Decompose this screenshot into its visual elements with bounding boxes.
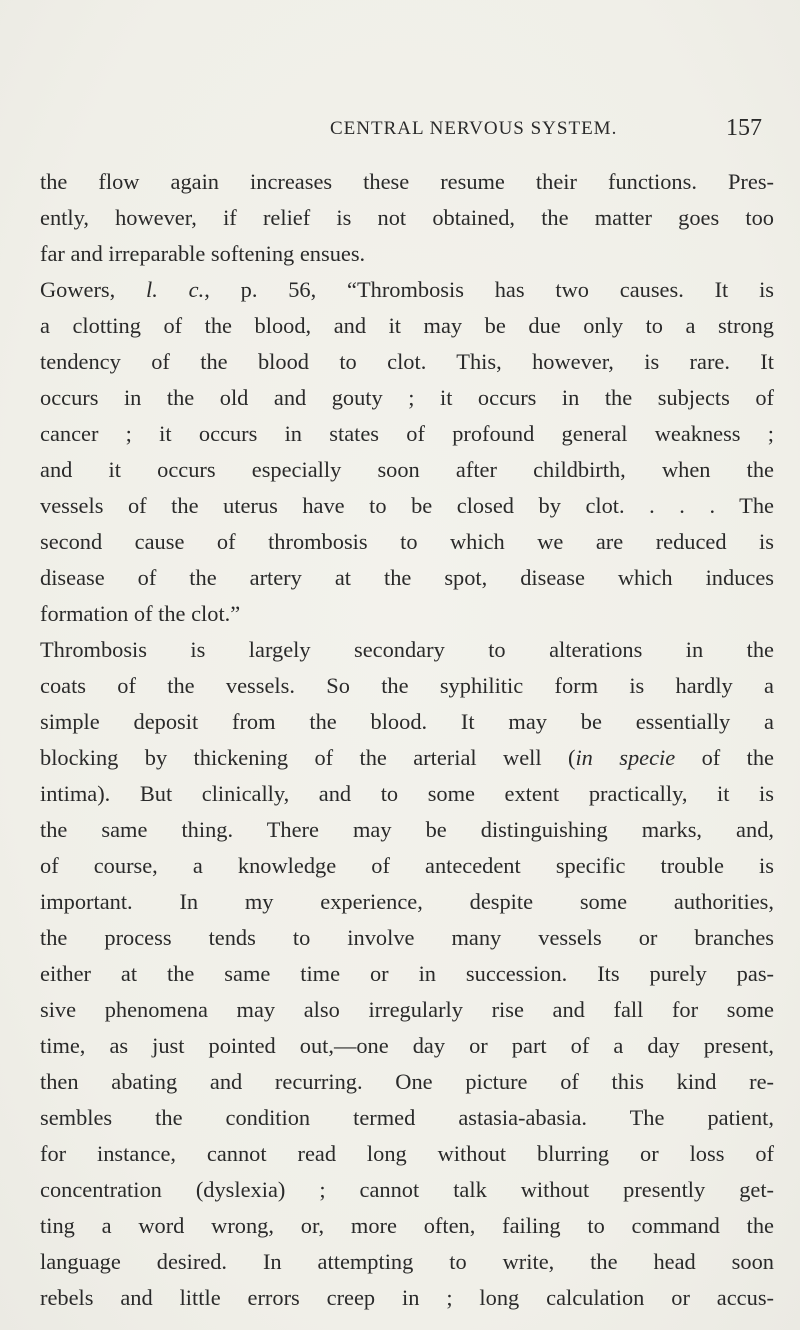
text-line: blocking by thickening of the arterial well (in specie of the — [40, 745, 774, 770]
text-line: disease of the artery at the spot, disease which induces — [40, 565, 774, 590]
text-line: ently, however, if relief is not obtained, the matter goes too — [40, 205, 774, 230]
text-line: far and irreparable softening ensues. — [40, 241, 366, 266]
text-line: formation of the clot.” — [40, 601, 241, 626]
text-line: simple deposit from the blood. It may be essentially a — [40, 709, 774, 734]
text-line: rebels and little errors creep in ; long calculation or accus- — [40, 1285, 774, 1310]
text-line: vessels of the uterus have to be closed by clot. . . . The — [40, 493, 774, 518]
text-line: cancer ; it occurs in states of profound general weakness ; — [40, 421, 774, 446]
text-line: concentration (dyslexia) ; cannot talk without presently get- — [40, 1177, 774, 1202]
text-line: time, as just pointed out,—one day or part of a day present, — [40, 1033, 774, 1058]
text-line: tendency of the blood to clot. This, however, is rare. It — [40, 349, 774, 374]
text-line: sive phenomena may also irregularly rise and fall for some — [40, 997, 774, 1022]
text-line: important. In my experience, despite some authorities, — [40, 889, 774, 914]
text-line: the process tends to involve many vessels or branches — [40, 925, 774, 950]
text-line: then abating and recurring. One picture of this kind re- — [40, 1069, 774, 1094]
text-line: sembles the condition termed astasia-abasia. The patient, — [40, 1105, 774, 1130]
text-line: Gowers, l. c., p. 56, “Thrombosis has two causes. It is — [40, 277, 775, 302]
text-line: and it occurs especially soon after childbirth, when the — [40, 457, 774, 482]
page-number: 157 — [726, 115, 762, 141]
text-line: occurs in the old and gouty ; it occurs in the subjects of — [40, 385, 774, 410]
text-line: second cause of thrombosis to which we are reduced is — [40, 529, 774, 554]
text-line: Thrombosis is largely secondary to alterations in the — [40, 637, 774, 662]
text-line: intima). But clinically, and to some extent practically, it is — [40, 781, 774, 806]
text-line: language desired. In attempting to write, the head soon — [40, 1249, 774, 1274]
text-line: the same thing. There may be distinguishing marks, and, — [40, 817, 774, 842]
text-line: for instance, cannot read long without blurring or loss of — [40, 1141, 774, 1166]
body-text — [40, 164, 774, 1316]
text-line: a clotting of the blood, and it may be due only to a strong — [40, 313, 774, 338]
page-header — [0, 115, 800, 148]
running-head: CENTRAL NERVOUS SYSTEM. — [330, 118, 618, 139]
text-line: of course, a knowledge of antecedent specific trouble is — [40, 853, 774, 878]
text-line: the flow again increases these resume their functions. Pres- — [40, 169, 774, 194]
text-line: either at the same time or in succession. Its purely pas- — [40, 961, 774, 986]
text-line: ting a word wrong, or, more often, failing to command the — [40, 1213, 774, 1238]
text-line: coats of the vessels. So the syphilitic form is hardly a — [40, 673, 774, 698]
